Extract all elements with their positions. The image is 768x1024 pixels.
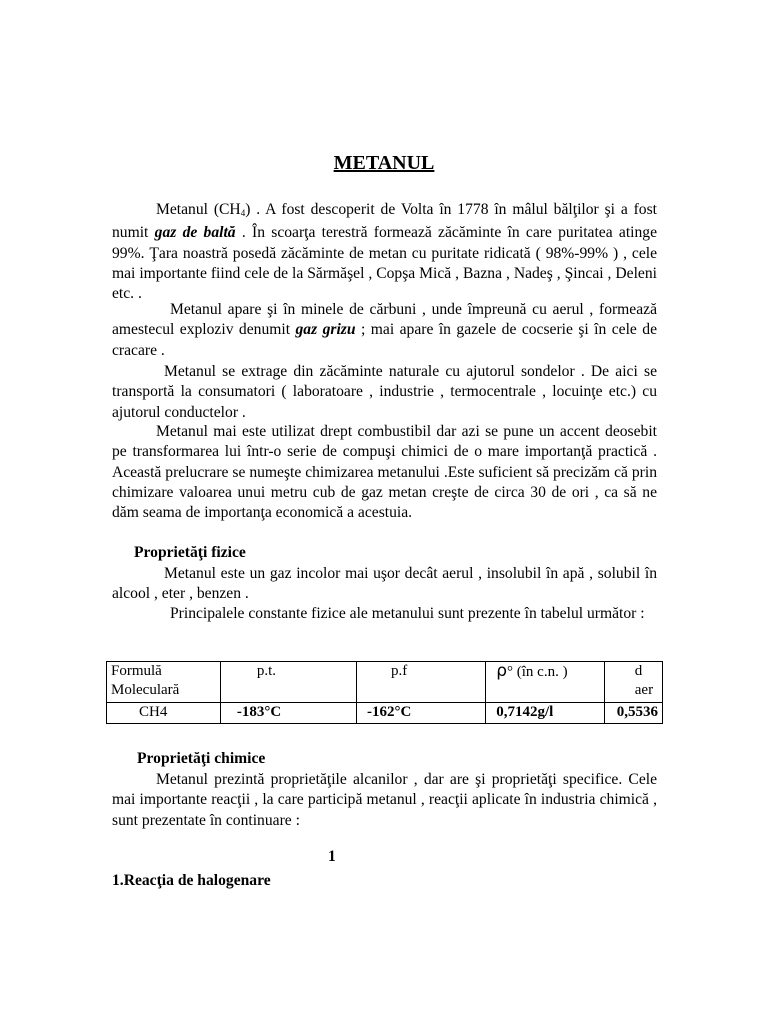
page-title: METANUL [333, 152, 435, 174]
paragraph-mines: Metanul apare şi în minele de cărbuni , unde împreună cu aerul , formează amestecul exploziv denumit gaz grizu ; mai apare în gazele de cocserie şi în cele de cracare . [112, 301, 658, 359]
table-header-cell: Formulă Moleculară [107, 662, 221, 703]
table-header-cell: p.t. [220, 662, 356, 703]
table-header-cell: d aer [604, 662, 662, 703]
paragraph-intro: Metanul $(CH_4)$ . A fost descoperit de Volta în 1778 în mâlul bălţilor şi a fost numit gaz de baltă . În scoarţa terestră formează zăcăminte în care puritatea atinge 99%. Ţara noastră posedă zăcăminte de metan cu puritate ridicată ( 98%-99% ) , cele mai importante fiind cele de la Sărmăşel , Copşa Mică , Bazna , Nadeş , Şincai , Deleni etc. . [112, 201, 658, 303]
paragraph-physical: Metanul este un gaz incolor mai uşor decât aerul , insolubil în apă , solubil în alcool , eter , benzen . [112, 565, 657, 603]
heading-physical-properties: Proprietăţi fizice [134, 544, 246, 561]
table-cell: -183°C [220, 703, 356, 724]
constants-table [106, 661, 663, 724]
paragraph-extraction: Metanul se extrage din zăcăminte naturale cu ajutorul sondelor . De aici se transportă la consumatori ( laboratoare , industrie , termocentrale , locuinţe etc.) cu ajutorul conductelor . [112, 363, 657, 421]
paragraph-chemical: Metanul prezintă proprietăţile alcanilor , dar are şi proprietăţi specifice. Cele mai importante reacţii , la care participă metanul , reacţii aplicate în industria chimică , sunt prezentate în continuare : [112, 771, 657, 829]
table-cell: -162°C [356, 703, 485, 724]
table-header-cell: ρ° (în c.n. ) [486, 662, 605, 703]
paragraph-usage: Metanul mai este utilizat drept combustibil dar azi se pune un accent deosebit pe transformarea lui într-o serie de compuşi chimici de o mare importanţă practică . Această prelucrare se numeşte chimizarea metanului .Este suficient să precizăm că prin chimizare valoarea unui metru cub de gaz metan creşte de circa 30 de ori , ca să ne dăm seama de importanţa economică a acestuia. [112, 423, 657, 522]
page-number: 1 [328, 848, 336, 865]
table-cell: CH4 [107, 703, 221, 724]
heading-chemical-properties: Proprietăţi chimice [137, 750, 266, 767]
rho-symbol: ρ [496, 661, 508, 681]
table-row [107, 703, 663, 724]
paragraph-constants: Principalele constante fizice ale metanului sunt prezente în tabelul următor : [170, 605, 645, 622]
table-cell: 0,7142g/l [486, 703, 605, 724]
table-header-row [107, 662, 663, 703]
heading-halogenation: 1.Reacţia de halogenare [112, 872, 271, 889]
table-header-cell: p.f [356, 662, 485, 703]
table-cell: 0,5536 [604, 703, 662, 724]
